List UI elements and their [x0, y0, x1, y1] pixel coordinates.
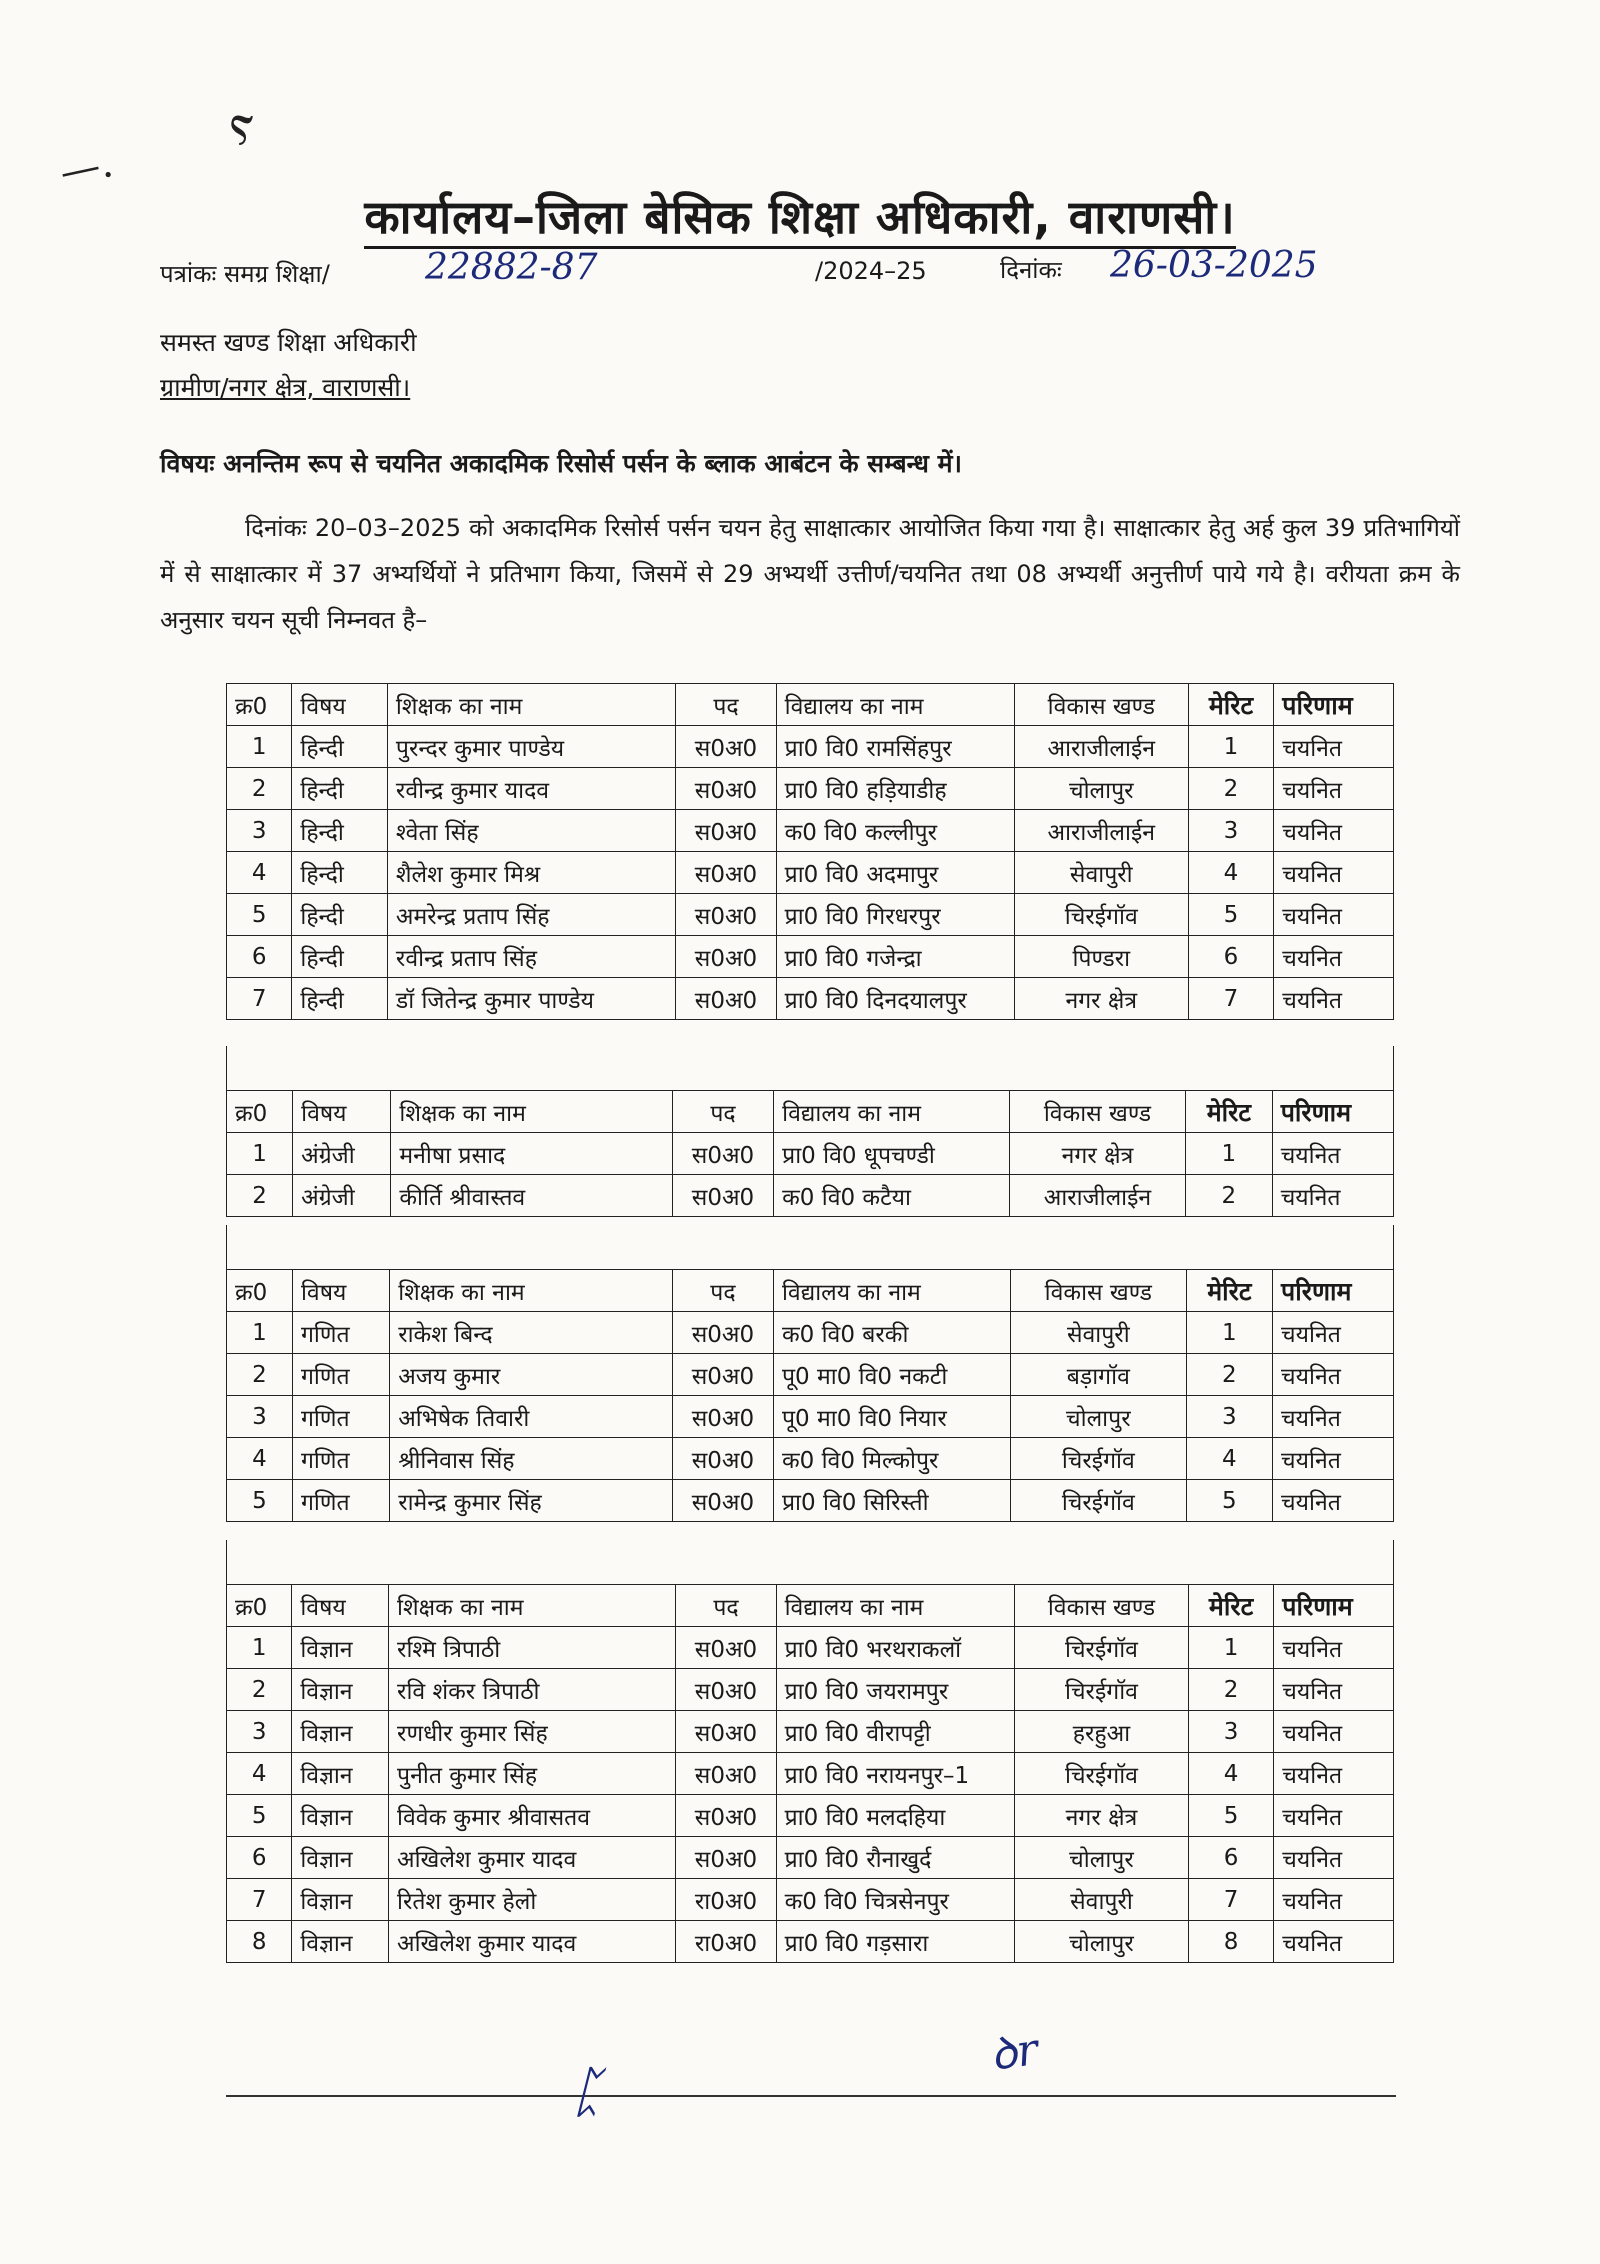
cell-serial: 6	[227, 1837, 292, 1879]
date-label: दिनांकः	[1000, 256, 1062, 284]
column-header-post: पद	[672, 1270, 773, 1312]
cell-subject: गणित	[292, 1396, 389, 1438]
cell-post: स0अ0	[676, 1669, 776, 1711]
cell-block: हरहुआ	[1015, 1711, 1189, 1753]
cell-school-name: क0 वि0 कटैया	[774, 1175, 1010, 1217]
cell-subject: हिन्दी	[292, 852, 388, 894]
table-header-row	[227, 684, 1394, 726]
cell-teacher-name: रश्मि त्रिपाठी	[389, 1627, 676, 1669]
cell-result: चयनित	[1274, 936, 1394, 978]
cell-serial: 7	[227, 1879, 292, 1921]
cell-merit: 3	[1188, 810, 1274, 852]
addressee-line1: समस्त खण्ड शिक्षा अधिकारी	[160, 328, 417, 357]
cell-result: चयनित	[1274, 1627, 1394, 1669]
cell-serial: 4	[227, 1438, 293, 1480]
column-header-post: पद	[676, 684, 776, 726]
column-header-result: परिणाम	[1272, 1091, 1393, 1133]
cell-subject: हिन्दी	[292, 978, 388, 1020]
column-header-teacher-name: शिक्षक का नाम	[387, 684, 675, 726]
office-title: कार्यालय–जिला बेसिक शिक्षा अधिकारी, वाराणसी।	[0, 185, 1600, 247]
cell-serial: 5	[227, 894, 292, 936]
cell-school-name: पू0 मा0 वि0 नियार	[773, 1396, 1010, 1438]
cell-teacher-name: रवि शंकर त्रिपाठी	[389, 1669, 676, 1711]
cell-serial: 6	[227, 936, 292, 978]
cell-teacher-name: विवेक कुमार श्रीवासतव	[389, 1795, 676, 1837]
handwritten-dash-mark: —.	[55, 140, 117, 196]
column-header-serial: क्र0	[227, 1585, 292, 1627]
table-row	[227, 1669, 1394, 1711]
cell-subject: हिन्दी	[292, 768, 388, 810]
cell-school-name: प्रा0 वि0 जयरामपुर	[776, 1669, 1015, 1711]
handwritten-number-mark: ⲋ	[230, 88, 255, 158]
column-header-block: विकास खण्ड	[1014, 684, 1188, 726]
cell-subject: गणित	[292, 1354, 389, 1396]
table-spacer	[226, 1046, 1394, 1090]
cell-result: चयनित	[1273, 1480, 1394, 1522]
cell-result: चयनित	[1274, 852, 1394, 894]
cell-block: नगर क्षेत्र	[1014, 978, 1188, 1020]
cell-serial: 2	[227, 1354, 293, 1396]
cell-block: नगर क्षेत्र	[1009, 1133, 1185, 1175]
table-row	[227, 1627, 1394, 1669]
cell-school-name: प्रा0 वि0 गड़सारा	[776, 1921, 1015, 1963]
cell-post: स0अ0	[676, 810, 776, 852]
cell-teacher-name: श्रीनिवास सिंह	[390, 1438, 673, 1480]
table-row	[227, 1711, 1394, 1753]
cell-school-name: प्रा0 वि0 गिरधरपुर	[776, 894, 1014, 936]
cell-merit: 7	[1188, 1879, 1273, 1921]
signature-left: ᛈ	[570, 2060, 604, 2125]
cell-school-name: प्रा0 वि0 मलदहिया	[776, 1795, 1015, 1837]
cell-result: चयनित	[1273, 1396, 1394, 1438]
cell-subject: अंग्रेजी	[293, 1175, 391, 1217]
cell-post: स0अ0	[676, 1837, 776, 1879]
cell-serial: 1	[227, 1312, 293, 1354]
cell-subject: गणित	[292, 1480, 389, 1522]
cell-post: स0अ0	[672, 1396, 773, 1438]
cell-result: चयनित	[1273, 1312, 1394, 1354]
cell-serial: 1	[227, 1133, 293, 1175]
cell-subject: गणित	[292, 1438, 389, 1480]
column-header-school-name: विद्यालय का नाम	[774, 1091, 1010, 1133]
column-header-teacher-name: शिक्षक का नाम	[389, 1585, 676, 1627]
ref-year: /2024–25	[815, 257, 927, 285]
cell-post: स0अ0	[676, 1627, 776, 1669]
cell-subject: हिन्दी	[292, 894, 388, 936]
cell-block: चोलापुर	[1015, 1837, 1189, 1879]
column-header-result: परिणाम	[1274, 684, 1394, 726]
cell-school-name: प्रा0 वि0 धूपचण्डी	[774, 1133, 1010, 1175]
cell-serial: 5	[227, 1795, 292, 1837]
cell-teacher-name: श्वेता सिंह	[387, 810, 675, 852]
reference-line	[160, 245, 1420, 295]
selection-table-hindi	[226, 683, 1394, 1020]
cell-teacher-name: रितेश कुमार हेलो	[389, 1879, 676, 1921]
cell-post: स0अ0	[672, 1133, 773, 1175]
cell-school-name: प्रा0 वि0 हड़ियाडीह	[776, 768, 1014, 810]
cell-school-name: प्रा0 वि0 नरायनपुर–1	[776, 1753, 1015, 1795]
table-row	[227, 1396, 1394, 1438]
cell-block: आराजीलाईन	[1009, 1175, 1185, 1217]
table-row	[227, 1795, 1394, 1837]
cell-teacher-name: पुरन्दर कुमार पाण्डेय	[387, 726, 675, 768]
cell-block: चिरईगॉव	[1015, 1753, 1189, 1795]
cell-post: स0अ0	[672, 1438, 773, 1480]
cell-merit: 2	[1188, 768, 1274, 810]
cell-result: चयनित	[1272, 1175, 1393, 1217]
column-header-subject: विषय	[292, 1585, 389, 1627]
cell-result: चयनित	[1274, 894, 1394, 936]
cell-subject: विज्ञान	[292, 1879, 389, 1921]
cell-result: चयनित	[1274, 1837, 1394, 1879]
cell-block: सेवापुरी	[1011, 1312, 1187, 1354]
cell-block: चिरईगॉव	[1015, 1627, 1189, 1669]
table-row	[227, 1753, 1394, 1795]
cell-merit: 6	[1188, 936, 1274, 978]
column-header-block: विकास खण्ड	[1015, 1585, 1189, 1627]
cell-result: चयनित	[1274, 978, 1394, 1020]
cell-teacher-name: डॉ जितेन्द्र कुमार पाण्डेय	[387, 978, 675, 1020]
cell-block: बड़ागॉव	[1011, 1354, 1187, 1396]
cell-serial: 2	[227, 1669, 292, 1711]
cell-merit: 4	[1186, 1438, 1272, 1480]
cell-merit: 2	[1186, 1175, 1273, 1217]
cell-subject: विज्ञान	[292, 1921, 389, 1963]
table-spacer	[226, 1540, 1394, 1584]
cell-subject: विज्ञान	[292, 1837, 389, 1879]
table-row	[227, 894, 1394, 936]
cell-school-name: प्रा0 वि0 वीरापट्टी	[776, 1711, 1015, 1753]
cell-serial: 1	[227, 726, 292, 768]
cell-serial: 8	[227, 1921, 292, 1963]
cell-merit: 2	[1188, 1669, 1273, 1711]
cell-school-name: प्रा0 वि0 अदमापुर	[776, 852, 1014, 894]
cell-serial: 2	[227, 768, 292, 810]
cell-post: स0अ0	[676, 852, 776, 894]
table-row	[227, 1480, 1394, 1522]
column-header-subject: विषय	[292, 684, 388, 726]
cell-result: चयनित	[1273, 1354, 1394, 1396]
column-header-serial: क्र0	[227, 684, 292, 726]
cell-block: चिरईगॉव	[1015, 1669, 1189, 1711]
cell-teacher-name: कीर्ति श्रीवास्तव	[391, 1175, 672, 1217]
cell-subject: हिन्दी	[292, 936, 388, 978]
cell-result: चयनित	[1274, 1711, 1394, 1753]
column-header-merit: मेरिट	[1188, 684, 1274, 726]
cell-block: सेवापुरी	[1014, 852, 1188, 894]
table-row	[227, 726, 1394, 768]
table-row	[227, 852, 1394, 894]
cell-serial: 5	[227, 1480, 293, 1522]
table-header-row	[227, 1270, 1394, 1312]
cell-post: स0अ0	[676, 768, 776, 810]
column-header-merit: मेरिट	[1188, 1585, 1273, 1627]
selection-table-science	[226, 1584, 1394, 1963]
cell-subject: विज्ञान	[292, 1669, 389, 1711]
cell-post: स0अ0	[672, 1354, 773, 1396]
table-row	[227, 1175, 1394, 1217]
table-row	[227, 1438, 1394, 1480]
ref-number: 22882-87	[425, 247, 598, 288]
cell-teacher-name: शैलेश कुमार मिश्र	[387, 852, 675, 894]
cell-block: चोलापुर	[1014, 768, 1188, 810]
cell-post: स0अ0	[676, 978, 776, 1020]
cell-teacher-name: मनीषा प्रसाद	[391, 1133, 672, 1175]
cell-subject: विज्ञान	[292, 1627, 389, 1669]
cell-merit: 4	[1188, 852, 1274, 894]
cell-serial: 4	[227, 1753, 292, 1795]
cell-serial: 3	[227, 1711, 292, 1753]
column-header-merit: मेरिट	[1186, 1091, 1273, 1133]
cell-result: चयनित	[1274, 1921, 1394, 1963]
cell-merit: 1	[1188, 726, 1274, 768]
cell-teacher-name: अखिलेश कुमार यादव	[389, 1921, 676, 1963]
body-paragraph: दिनांकः 20–03–2025 को अकादमिक रिसोर्स पर्सन चयन हेतु साक्षात्कार आयोजित किया गया है। साक्षात्कार हेतु अर्ह कुल 39 प्रतिभागियों में से साक्षात्कार में 37 अभ्यर्थियों ने प्रतिभाग किया, जिसमें से 29 अभ्यर्थी उत्तीर्ण/चयनित तथा 08 अभ्यर्थी अनुत्तीर्ण पाये गये है। वरीयता क्रम के अनुसार चयन सूची निम्नवत है–	[160, 514, 1460, 634]
column-header-teacher-name: शिक्षक का नाम	[390, 1270, 673, 1312]
cell-block: चिरईगॉव	[1014, 894, 1188, 936]
ref-prefix: पत्रांकः समग्र शिक्षा/	[160, 260, 330, 288]
cell-serial: 3	[227, 810, 292, 852]
cell-teacher-name: अजय कुमार	[390, 1354, 673, 1396]
cell-school-name: क0 वि0 मिल्कोपुर	[773, 1438, 1010, 1480]
cell-result: चयनित	[1272, 1133, 1393, 1175]
cell-school-name: क0 वि0 चित्रसेनपुर	[776, 1879, 1015, 1921]
cell-block: चिरईगॉव	[1011, 1438, 1187, 1480]
table-row	[227, 1312, 1394, 1354]
column-header-teacher-name: शिक्षक का नाम	[391, 1091, 672, 1133]
cell-school-name: प्रा0 वि0 दिनदयालपुर	[776, 978, 1014, 1020]
addressee-line2: ग्रामीण/नगर क्षेत्र, वाराणसी।	[160, 373, 411, 402]
column-header-school-name: विद्यालय का नाम	[773, 1270, 1010, 1312]
cell-subject: विज्ञान	[292, 1711, 389, 1753]
column-header-result: परिणाम	[1273, 1270, 1394, 1312]
cell-merit: 1	[1188, 1627, 1273, 1669]
column-header-result: परिणाम	[1274, 1585, 1394, 1627]
table-header-row	[227, 1585, 1394, 1627]
cell-post: स0अ0	[676, 936, 776, 978]
cell-merit: 5	[1186, 1480, 1272, 1522]
cell-merit: 1	[1186, 1133, 1273, 1175]
cell-teacher-name: राकेश बिन्द	[390, 1312, 673, 1354]
cell-school-name: पू0 मा0 वि0 नकटी	[773, 1354, 1010, 1396]
cell-merit: 3	[1188, 1711, 1273, 1753]
cell-subject: हिन्दी	[292, 810, 388, 852]
cell-school-name: प्रा0 वि0 रामसिंहपुर	[776, 726, 1014, 768]
cell-result: चयनित	[1273, 1438, 1394, 1480]
cell-teacher-name: अखिलेश कुमार यादव	[389, 1837, 676, 1879]
cell-block: आराजीलाईन	[1014, 810, 1188, 852]
cell-block: सेवापुरी	[1015, 1879, 1189, 1921]
cell-teacher-name: रवीन्द्र कुमार यादव	[387, 768, 675, 810]
column-header-subject: विषय	[292, 1270, 389, 1312]
cell-result: चयनित	[1274, 1795, 1394, 1837]
table-row	[227, 1133, 1394, 1175]
table-row	[227, 1921, 1394, 1963]
cell-serial: 2	[227, 1175, 293, 1217]
cell-merit: 7	[1188, 978, 1274, 1020]
cell-subject: अंग्रेजी	[293, 1133, 391, 1175]
subject-line: विषयः अनन्तिम रूप से चयनित अकादमिक रिसोर्स पर्सन के ब्लाक आबंटन के सम्बन्ध में।	[160, 449, 963, 478]
cell-merit: 4	[1188, 1753, 1273, 1795]
cell-post: स0अ0	[672, 1480, 773, 1522]
column-header-merit: मेरिट	[1186, 1270, 1272, 1312]
cell-school-name: क0 वि0 बरकी	[773, 1312, 1010, 1354]
table-spacer	[226, 1225, 1394, 1269]
cell-school-name: प्रा0 वि0 सिरिस्ती	[773, 1480, 1010, 1522]
cell-merit: 8	[1188, 1921, 1273, 1963]
cell-block: आराजीलाईन	[1014, 726, 1188, 768]
cell-post: रा0अ0	[676, 1879, 776, 1921]
cell-serial: 7	[227, 978, 292, 1020]
cell-result: चयनित	[1274, 726, 1394, 768]
cell-post: स0अ0	[676, 1753, 776, 1795]
table-header-row	[227, 1091, 1394, 1133]
cell-school-name: क0 वि0 कल्लीपुर	[776, 810, 1014, 852]
selection-table-maths	[226, 1269, 1394, 1522]
cell-teacher-name: रणधीर कुमार सिंह	[389, 1711, 676, 1753]
cell-merit: 2	[1186, 1354, 1272, 1396]
cell-school-name: प्रा0 वि0 गजेन्द्रा	[776, 936, 1014, 978]
date-value: 26-03-2025	[1110, 245, 1318, 286]
cell-post: स0अ0	[676, 1795, 776, 1837]
cell-serial: 1	[227, 1627, 292, 1669]
cell-serial: 4	[227, 852, 292, 894]
table-row	[227, 1879, 1394, 1921]
cell-school-name: प्रा0 वि0 भरथराकलॉ	[776, 1627, 1015, 1669]
column-header-subject: विषय	[293, 1091, 391, 1133]
signature-right: ꝺr	[987, 2023, 1042, 2082]
cell-post: स0अ0	[676, 726, 776, 768]
cell-teacher-name: पुनीत कुमार सिंह	[389, 1753, 676, 1795]
cell-block: पिण्डरा	[1014, 936, 1188, 978]
cell-subject: गणित	[292, 1312, 389, 1354]
cell-merit: 6	[1188, 1837, 1273, 1879]
column-header-block: विकास खण्ड	[1011, 1270, 1187, 1312]
cell-block: चोलापुर	[1011, 1396, 1187, 1438]
cell-block: चिरईगॉव	[1011, 1480, 1187, 1522]
cell-result: चयनित	[1274, 1879, 1394, 1921]
cell-block: नगर क्षेत्र	[1015, 1795, 1189, 1837]
column-header-post: पद	[676, 1585, 776, 1627]
cell-result: चयनित	[1274, 1753, 1394, 1795]
cell-school-name: प्रा0 वि0 रौनाखुर्द	[776, 1837, 1015, 1879]
cell-post: स0अ0	[676, 1711, 776, 1753]
table-row	[227, 936, 1394, 978]
table-row	[227, 978, 1394, 1020]
cell-merit: 5	[1188, 894, 1274, 936]
cell-post: स0अ0	[676, 894, 776, 936]
table-row	[227, 1354, 1394, 1396]
cell-subject: विज्ञान	[292, 1795, 389, 1837]
table-row	[227, 768, 1394, 810]
cell-merit: 5	[1188, 1795, 1273, 1837]
cell-teacher-name: रामेन्द्र कुमार सिंह	[390, 1480, 673, 1522]
cell-result: चयनित	[1274, 1669, 1394, 1711]
cell-post: स0अ0	[672, 1175, 773, 1217]
cell-post: रा0अ0	[676, 1921, 776, 1963]
cell-block: चोलापुर	[1015, 1921, 1189, 1963]
cell-post: स0अ0	[672, 1312, 773, 1354]
cell-teacher-name: अमरेन्द्र प्रताप सिंह	[387, 894, 675, 936]
cell-result: चयनित	[1274, 768, 1394, 810]
column-header-school-name: विद्यालय का नाम	[776, 1585, 1015, 1627]
column-header-school-name: विद्यालय का नाम	[776, 684, 1014, 726]
cell-merit: 3	[1186, 1396, 1272, 1438]
table-row	[227, 1837, 1394, 1879]
cell-teacher-name: रवीन्द्र प्रताप सिंह	[387, 936, 675, 978]
cell-subject: विज्ञान	[292, 1753, 389, 1795]
column-header-block: विकास खण्ड	[1009, 1091, 1185, 1133]
table-row	[227, 810, 1394, 852]
cell-serial: 3	[227, 1396, 293, 1438]
cell-teacher-name: अभिषेक तिवारी	[390, 1396, 673, 1438]
cell-subject: हिन्दी	[292, 726, 388, 768]
cell-result: चयनित	[1274, 810, 1394, 852]
column-header-serial: क्र0	[227, 1091, 293, 1133]
cell-merit: 1	[1186, 1312, 1272, 1354]
footer-rule	[226, 2095, 1396, 2097]
column-header-serial: क्र0	[227, 1270, 293, 1312]
selection-table-english	[226, 1090, 1394, 1217]
column-header-post: पद	[672, 1091, 773, 1133]
